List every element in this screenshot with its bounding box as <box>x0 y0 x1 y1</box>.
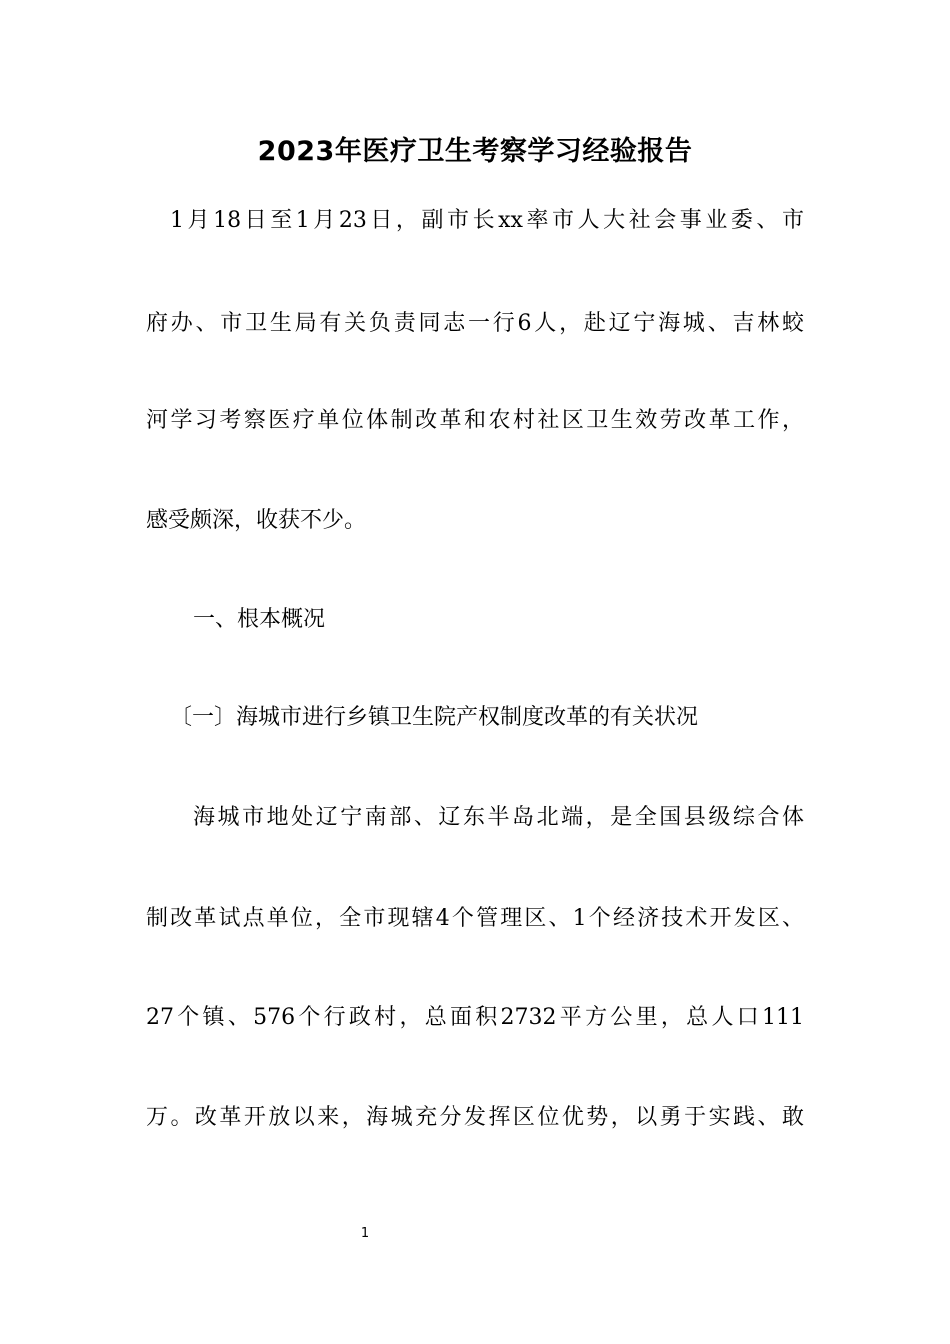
paragraph-line-5: 海城市地处辽宁南部、辽东半岛北端，是全国县级综合体 <box>193 805 804 830</box>
paragraph-line-3: 河学习考察医疗单位体制改革和农村社区卫生效劳改革工作， <box>146 408 804 433</box>
document-title: 2023年医疗卫生考察学习经验报告 <box>257 136 693 167</box>
paragraph-line-4: 感受颇深，收获不少。 <box>146 508 367 533</box>
paragraph-line-2: 府办、市卫生局有关负责同志一行6人，赴辽宁海城、吉林蛟 <box>146 311 804 336</box>
paragraph-line-7: 27个镇、576个行政村，总面积2732平方公里，总人口111 <box>146 1005 804 1030</box>
section-heading: 一、根本概况 <box>193 607 326 632</box>
subsection-heading: 〔一〕海城市进行乡镇卫生院产权制度改革的有关状况 <box>170 705 699 730</box>
paragraph-line-8: 万。改革开放以来，海城充分发挥区位优势，以勇于实践、敢 <box>146 1105 804 1130</box>
paragraph-line-6: 制改革试点单位，全市现辖4个管理区、1个经济技术开发区、 <box>146 906 804 931</box>
page-number: 1 <box>360 1226 370 1241</box>
paragraph-line-1: 1月18日至1月23日，副市长xx率市人大社会事业委、市 <box>170 208 804 233</box>
